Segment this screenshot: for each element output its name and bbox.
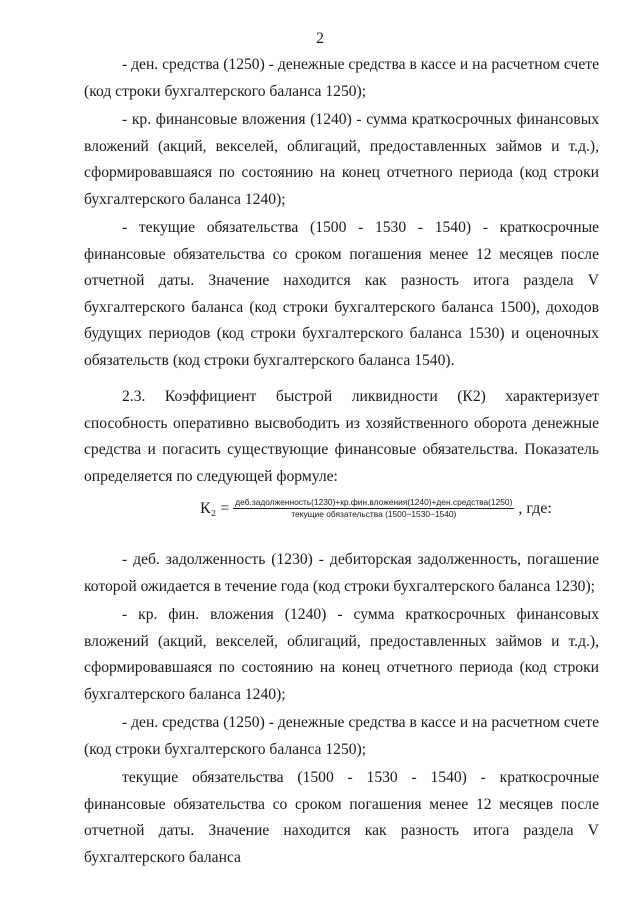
paragraph-short-term-investments-2: - кр. фин. вложения (1240) - сумма краткосрочных финансовых вложений (акций, векселей, облигаций, предоставленных займов и т.д.), сформировавшаяся по состоянию на конец отчетного периода (код строки бухгалтерского баланса 1240);	[84, 606, 599, 703]
formula-lhs: К₂ =	[200, 499, 230, 517]
formula-fraction	[233, 497, 514, 520]
formula-numerator: деб.задолженность(1230)+кр.фин.вложения(1240)+ден.средства(1250)	[235, 497, 513, 507]
paragraph-receivables: - деб. задолженность (1230) - дебиторская задолженность, погашение которой ожидается в течение года (код строки бухгалтерского баланса 1230);	[84, 551, 599, 595]
text-block-bottom	[84, 547, 599, 873]
paragraph-short-term-investments: - кр. финансовые вложения (1240) - сумма краткосрочных финансовых вложений (акций, векселей, облигаций, предоставленных займов и т.д.), сформировавшаяся по состоянию на конец отчетного периода (код строки бухгалтерского баланса 1240);	[84, 111, 599, 208]
paragraph-cash-2: - ден. средства (1250) - денежные средства в кассе и на расчетном счете (код строки бухгалтерского баланса 1250);	[84, 714, 599, 758]
paragraph-cash: - ден. средства (1250) - денежные средства в кассе и на расчетном счете (код строки бухгалтерского баланса 1250);	[84, 56, 599, 100]
formula-denominator: текущие обязательства (1500−1530−1540)	[291, 509, 457, 519]
paragraph-current-liabilities-2: текущие обязательства (1500 - 1530 - 1540) - краткосрочные финансовые обязательства со сроком погашения менее 12 месяцев после отчетной даты. Значение находится как разность итога раздела V бухгалтерского баланса	[84, 769, 599, 866]
paragraph-quick-ratio-definition: 2.3. Коэффициент быстрой ликвидности (К2) характеризует способность оперативно высвободить из хозяйственного оборота денежные средства и погасить существующие финансовые обязательства. Показатель определяется по следующей формуле:	[84, 388, 599, 485]
paragraph-current-liabilities: - текущие обязательства (1500 - 1530 - 1540) - краткосрочные финансовые обязательства со сроком погашения менее 12 месяцев после отчетной даты. Значение находится как разность итога раздела V бухгалтерского баланса (код строки бухгалтерского баланса 1500), доходов будущих периодов (код строки бухгалтерского баланса 1530) и оценочных обязательств (код строки бухгалтерского баланса 1540).	[84, 219, 599, 369]
page-number: 2	[316, 30, 324, 47]
text-block-top	[84, 52, 599, 492]
quick-ratio-formula	[200, 497, 552, 520]
formula-suffix: , где:	[518, 499, 552, 517]
